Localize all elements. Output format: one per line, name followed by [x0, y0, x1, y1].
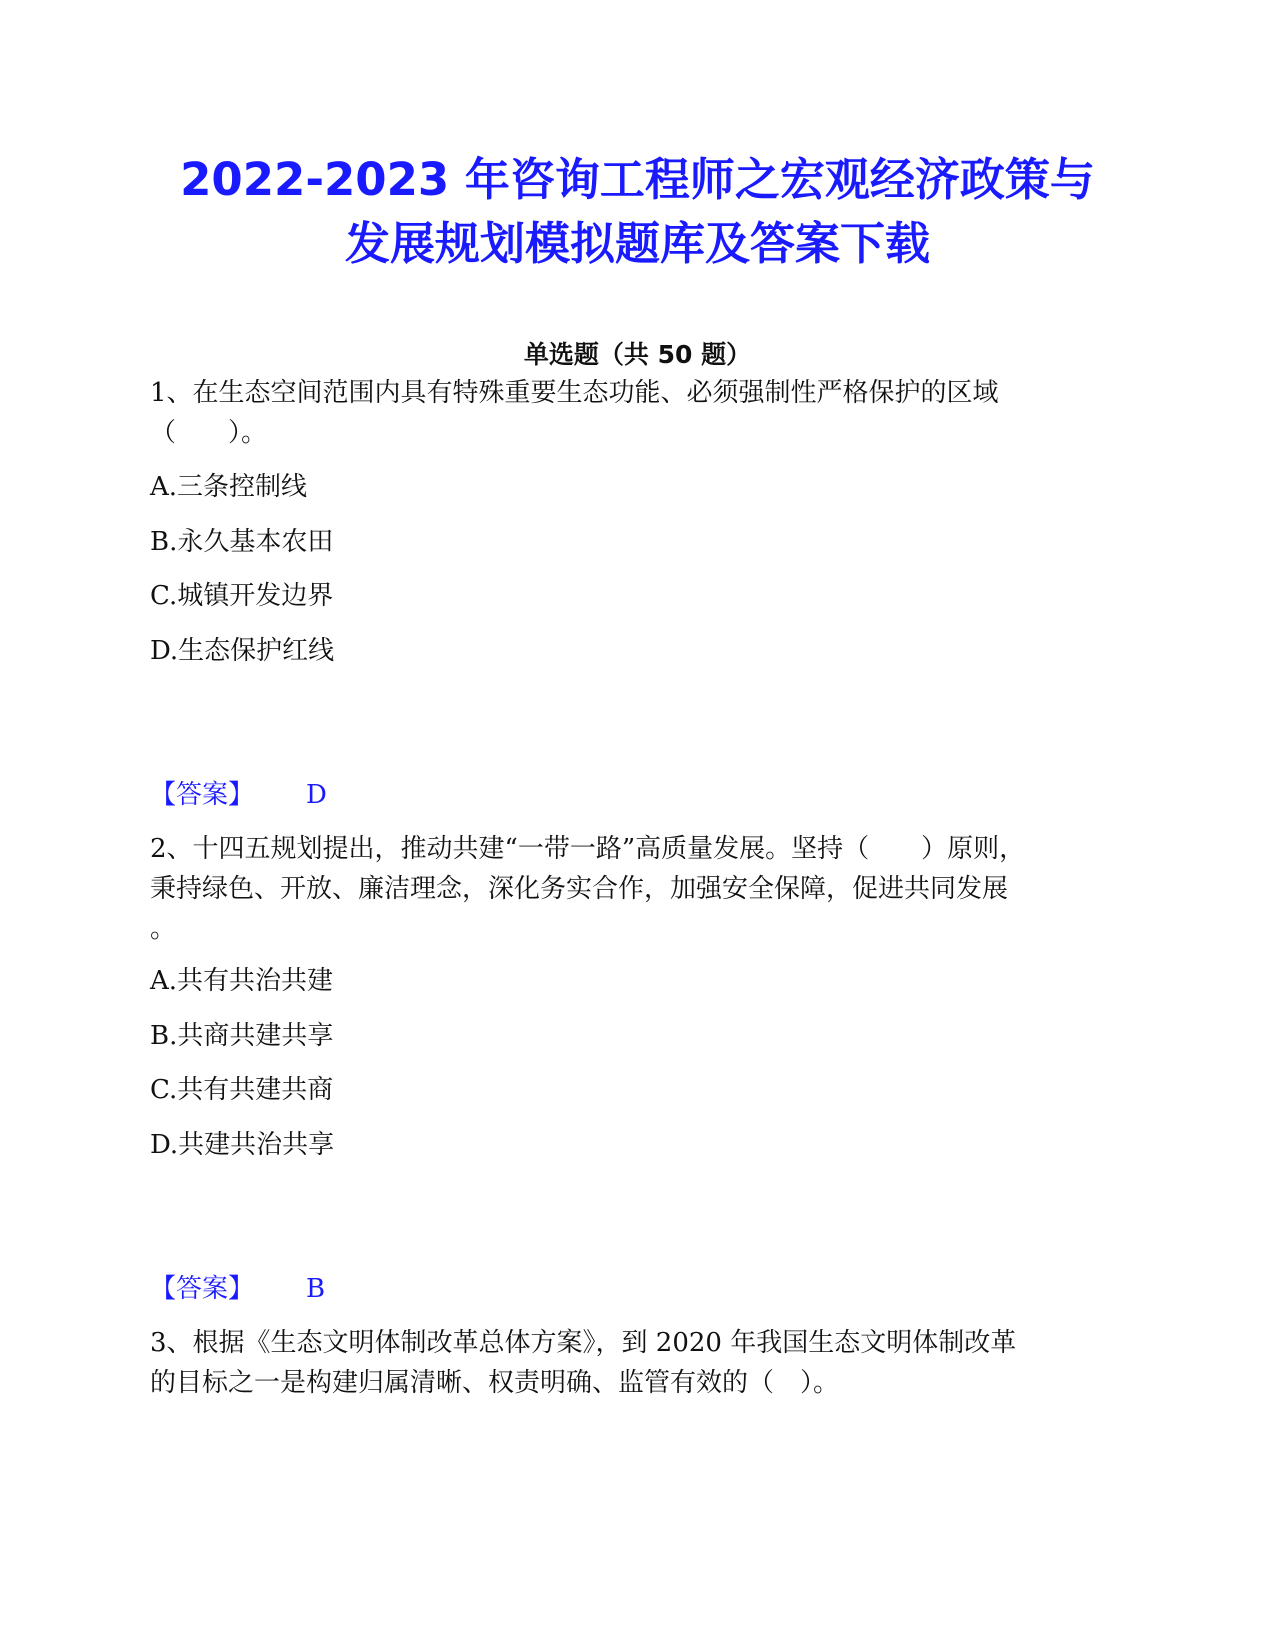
question-2-option-c: C.共有共建共商 — [150, 1075, 334, 1105]
question-2-line-2: 秉持绿色、开放、廉洁理念，深化务实合作，加强安全保障，促进共同发展 — [150, 874, 1009, 904]
question-3-line-1: 3、根据《生态文明体制改革总体方案》，到 2020 年我国生态文明体制改革 — [150, 1328, 1017, 1358]
question-2-answer — [150, 1272, 325, 1306]
question-1-line-2: （ ）。 — [150, 418, 268, 448]
question-2-line-3: 。 — [150, 914, 177, 944]
answer-label: 【答案】 — [150, 1274, 255, 1304]
question-2-option-b: B.共商共建共享 — [150, 1021, 334, 1051]
document-title — [100, 148, 1175, 276]
question-1-answer — [150, 778, 327, 812]
section-heading: 单选题（共 50 题） — [523, 340, 752, 369]
question-1-option-a: A.三条控制线 — [150, 472, 308, 502]
answer-value: B — [306, 1274, 326, 1304]
question-3-stem — [150, 1323, 1130, 1403]
question-1-stem — [150, 373, 1130, 453]
question-1-option-d: D.生态保护红线 — [150, 636, 335, 666]
answer-label: 【答案】 — [150, 780, 255, 810]
answer-value: D — [306, 780, 327, 810]
question-2-option-d: D.共建共治共享 — [150, 1130, 335, 1160]
question-2-stem — [150, 829, 1130, 949]
question-1-option-b: B.永久基本农田 — [150, 527, 334, 557]
question-1-line-1: 1、在生态空间范围内具有特殊重要生态功能、必须强制性严格保护的区域 — [150, 378, 999, 408]
question-2-option-a: A.共有共治共建 — [150, 966, 334, 996]
title-line-1: 2022-2023 年咨询工程师之宏观经济政策与 — [180, 153, 1095, 206]
question-2-line-1: 2、十四五规划提出，推动共建“一带一路”高质量发展。坚持（ ）原则， — [150, 834, 1026, 864]
question-1-option-c: C.城镇开发边界 — [150, 581, 334, 611]
question-3-line-2: 的目标之一是构建归属清晰、权责明确、监管有效的（ ）。 — [150, 1368, 840, 1398]
title-line-2: 发展规划模拟题库及答案下载 — [344, 217, 930, 270]
